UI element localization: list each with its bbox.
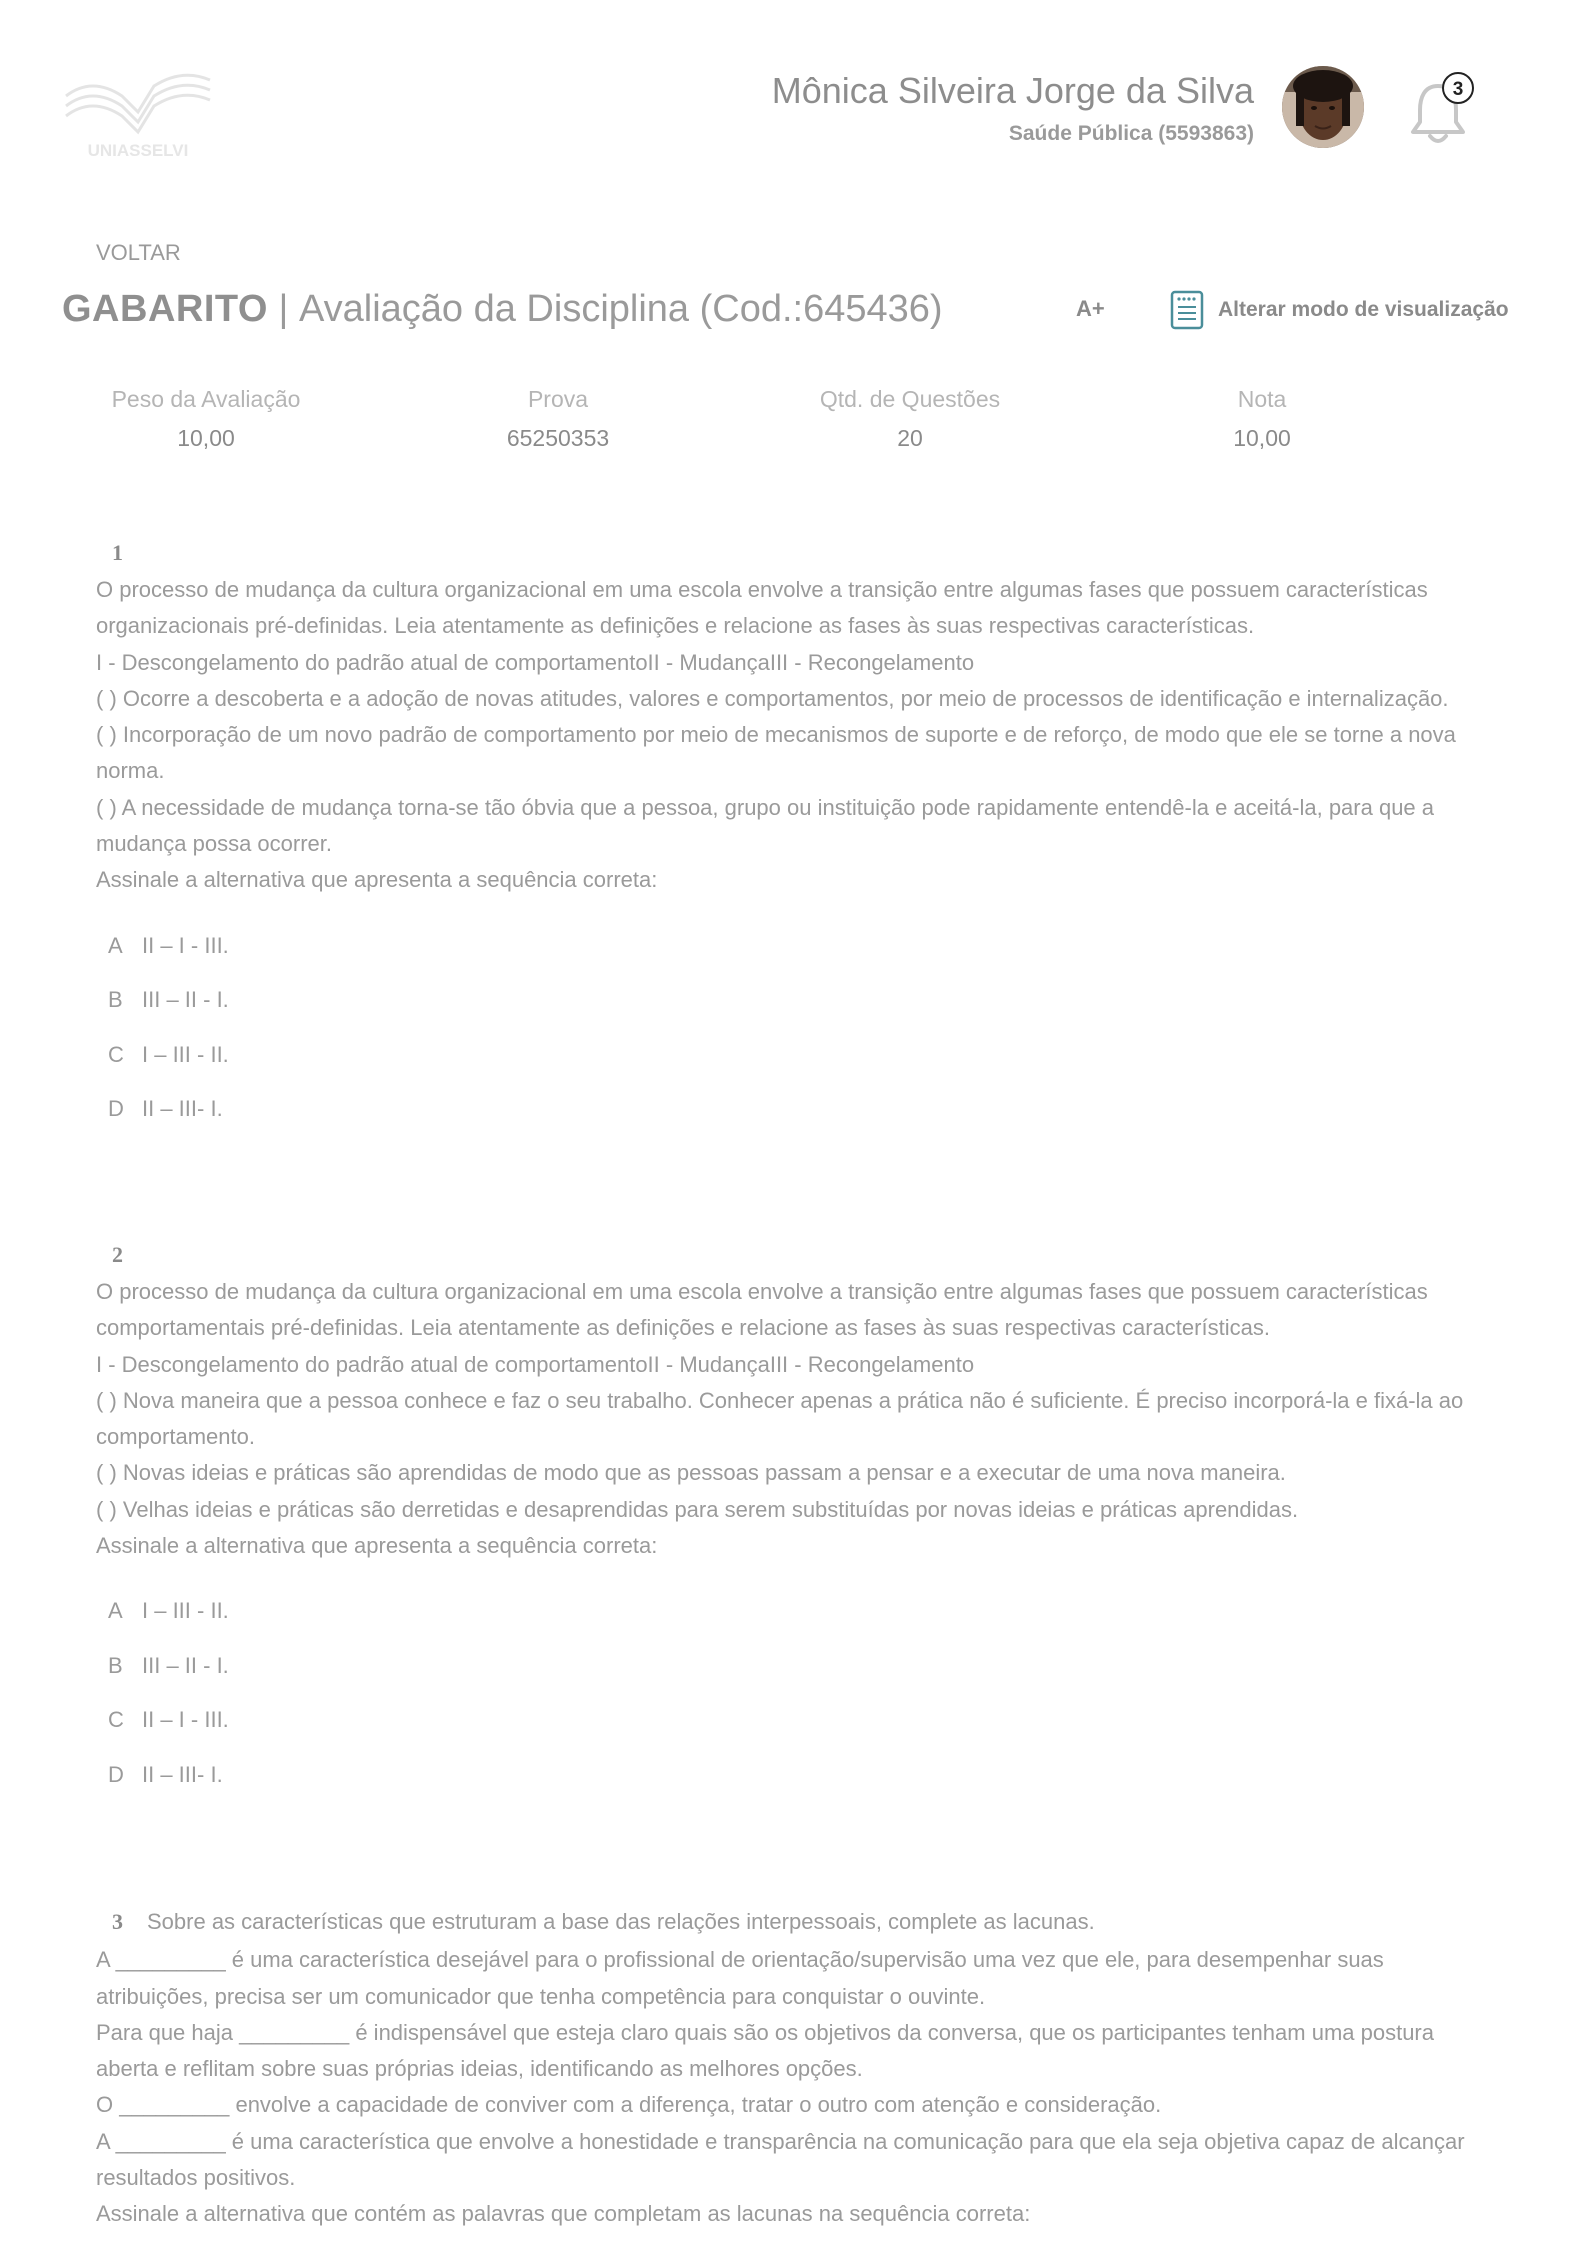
notification-count-badge: 3	[1442, 72, 1474, 104]
stat-prova	[448, 386, 668, 452]
question-line: Assinale a alternativa que apresenta a sequência correta:	[96, 867, 658, 893]
option-text: III – II - I.	[142, 1652, 229, 1678]
question-line: I - Descongelamento do padrão atual de comportamentoII - MudançaIII - Recongelamento	[96, 649, 975, 675]
option-text: II – I - III.	[142, 1707, 229, 1733]
back-link[interactable]: VOLTAR	[96, 240, 181, 265]
question-line: Assinale a alternativa que contém as palavras que completam as lacunas na sequência correta:	[96, 2201, 1031, 2227]
page-title-separator: |	[267, 288, 299, 330]
question-line: ( ) Incorporação de um novo padrão de comportamento por meio de mecanismos de suporte e de reforço, de modo que ele se torne a nova norma.	[96, 722, 1456, 784]
question-text	[96, 1274, 1476, 1564]
question-line: O processo de mudança da cultura organizacional em uma escola envolve a transição entre algumas fases que possuem características organizacionais pré-definidas. Leia atentamente as definições e relacione as fases às suas respectivas características.	[96, 577, 1428, 639]
question-line: ( ) Novas ideias e práticas são aprendidas de modo que as pessoas passam a pensar e a executar de uma nova maneira.	[96, 1460, 1286, 1486]
notifications-bell[interactable]	[1408, 76, 1474, 148]
question-line: I - Descongelamento do padrão atual de comportamentoII - MudançaIII - Recongelamento	[96, 1351, 975, 1377]
logo-mark	[62, 66, 214, 162]
option-letter: B	[108, 987, 123, 1013]
view-mode-button[interactable]	[1170, 290, 1509, 330]
view-mode-label: Alterar modo de visualização	[1218, 298, 1509, 321]
question-text	[96, 1942, 1476, 2232]
option-text: II – I - III.	[142, 932, 229, 958]
stat-label: Prova	[527, 386, 589, 412]
question-header	[96, 1904, 1476, 1940]
option-text: I – III - II.	[142, 1598, 229, 1624]
option-letter: D	[108, 1761, 124, 1787]
page-title-rest: Avaliação da Disciplina (Cod.:645436)	[298, 288, 943, 330]
stat-peso	[96, 386, 316, 452]
font-increase-button[interactable]: A+	[1076, 296, 1105, 321]
answer-options	[96, 1598, 1476, 1816]
question-number: 2	[112, 1242, 123, 1267]
question-number: 1	[112, 540, 123, 565]
option-text: I – III - II.	[142, 1041, 229, 1067]
question-line: ( ) A necessidade de mudança torna-se tão óbvia que a pessoa, grupo ou instituição pode rapidamente entendê-la e aceitá-la, para que a mudança possa ocorrer.	[96, 794, 1435, 857]
question-1	[96, 540, 1476, 1151]
question-line: ( ) Nova maneira que a pessoa conhece e faz o seu trabalho. Conhecer apenas a prática não é suficiente. É preciso incorporá-la e fixá-la ao comportamento.	[96, 1387, 1464, 1450]
answer-options	[96, 933, 1476, 1151]
uniasselvi-logo	[62, 66, 214, 162]
answer-option-d[interactable]	[96, 1096, 1476, 1151]
option-letter: B	[108, 1652, 123, 1678]
answer-option-a[interactable]	[96, 1598, 1476, 1653]
question-line: O processo de mudança da cultura organizacional em uma escola envolve a transição entre algumas fases que possuem características comportamentais pré-definidas. Leia atentamente as definições e relacione as fases às suas respectivas características.	[96, 1279, 1428, 1341]
option-text: II – III- I.	[142, 1096, 223, 1122]
stat-label: Peso da Avaliação	[111, 386, 301, 412]
answer-option-c[interactable]	[96, 1707, 1476, 1762]
answer-option-c[interactable]	[96, 1042, 1476, 1097]
answer-option-d[interactable]	[96, 1762, 1476, 1817]
option-letter: A	[108, 1598, 123, 1624]
question-2	[96, 1242, 1476, 1816]
question-intro: Sobre as características que estruturam a base das relações interpessoais, complete as lacunas.	[147, 1909, 1095, 1934]
option-letter: C	[108, 1041, 124, 1067]
stat-value: 65250353	[506, 425, 610, 451]
question-text	[96, 572, 1476, 899]
document-view-icon	[1170, 290, 1204, 330]
evaluation-summary	[96, 386, 1372, 452]
question-line: Para que haja _________ é indispensável que esteja claro quais são os objetivos da conversa, que os participantes tenham uma postura aberta e reflitam sobre suas próprias ideias, identificando as melhores opções.	[96, 2019, 1434, 2082]
stat-label: Nota	[1237, 386, 1287, 412]
avatar[interactable]	[1282, 66, 1364, 148]
avatar-photo	[1282, 66, 1364, 148]
option-letter: C	[108, 1707, 124, 1733]
question-line: O _________ envolve a capacidade de conviver com a diferença, tratar o outro com atenção e consideração.	[96, 2092, 1162, 2118]
page-title-strong: GABARITO	[62, 288, 268, 330]
answer-option-b[interactable]	[96, 987, 1476, 1042]
question-line: A _________ é uma característica que envolve a honestidade e transparência na comunicação para que ela seja objetiva capaz de alcançar resultados positivos.	[96, 2128, 1465, 2191]
question-line: A _________ é uma característica desejável para o profissional de orientação/supervisão uma vez que ele, para desempenhar suas atribuições, precisa ser um comunicador que tenha competência para conquistar o ouvinte.	[96, 1947, 1384, 2009]
page-title	[62, 288, 943, 331]
option-text: II – III- I.	[142, 1761, 223, 1787]
stat-value: 20	[897, 425, 923, 451]
question-line: ( ) Ocorre a descoberta e a adoção de novas atitudes, valores e comportamentos, por meio de processos de identificação e internalização.	[96, 685, 1449, 711]
option-letter: D	[108, 1096, 124, 1122]
answer-option-a[interactable]	[96, 933, 1476, 988]
user-course: Saúde Pública (5593863)	[1008, 122, 1254, 145]
stat-label: Qtd. de Questões	[819, 386, 1001, 412]
stat-qtd-questoes	[800, 386, 1020, 452]
stat-nota	[1152, 386, 1372, 452]
question-3	[96, 1904, 1476, 2233]
question-line: Assinale a alternativa que apresenta a sequência correta:	[96, 1533, 658, 1559]
stat-value: 10,00	[177, 425, 235, 451]
option-text: III – II - I.	[142, 987, 229, 1013]
option-letter: A	[108, 932, 123, 958]
user-name: Mônica Silveira Jorge da Silva	[771, 70, 1254, 111]
answer-option-b[interactable]	[96, 1653, 1476, 1708]
stat-value: 10,00	[1233, 425, 1291, 451]
question-line: ( ) Velhas ideias e práticas são derretidas e desaprendidas para serem substituídas por novas ideias e práticas aprendidas.	[96, 1496, 1299, 1522]
question-number: 3	[112, 1909, 123, 1934]
logo-text: UNIASSELVI	[87, 141, 189, 160]
